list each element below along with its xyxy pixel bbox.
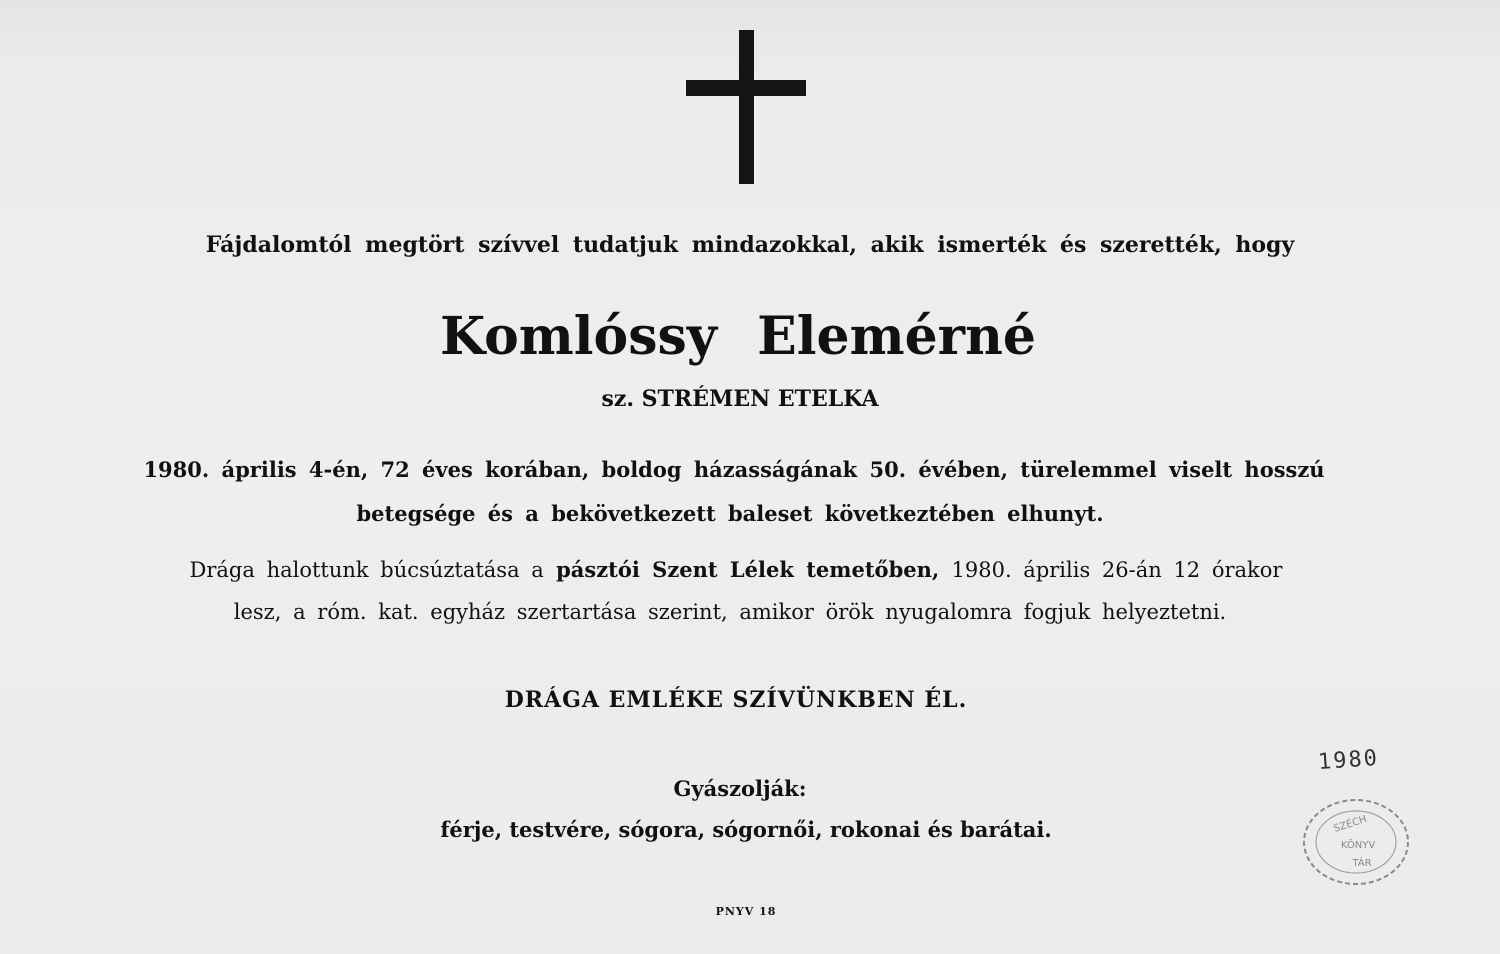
svg-text:KÖNYV: KÖNYV [1340, 840, 1376, 851]
funeral-intro: Drága halottunk búcsúztatása a [189, 558, 544, 582]
printer-mark: PNYV 18 [715, 905, 777, 918]
funeral-date: 1980. április 26-án 12 órakor [951, 558, 1283, 582]
memory-motto: DRÁGA EMLÉKE SZÍVÜNKBEN ÉL. [504, 687, 968, 713]
svg-text:TÁR: TÁR [1352, 858, 1372, 869]
maiden-name: sz. STRÉMEN ETELKA [601, 386, 879, 412]
deceased-name: Komlóssy Elemérné [440, 306, 1036, 367]
cross-icon-bar [686, 80, 806, 96]
mourners-list: férje, testvére, sógora, sógornői, rokonai és barátai. [440, 817, 1052, 842]
death-details-line-2: betegsége és a bekövetkezett baleset következtében elhunyt. [356, 501, 1104, 526]
library-stamp-icon [1300, 796, 1412, 888]
death-details-line-1: 1980. április 4-én, 72 éves korában, boldog házasságának 50. évében, türelemmel viselt hosszú [143, 457, 1325, 482]
mourners-label: Gyászolják: [673, 776, 807, 801]
funeral-place: pásztói Szent Lélek temetőben, [556, 557, 940, 582]
cross-icon [739, 30, 754, 184]
svg-text:SZÉCH: SZÉCH [1332, 813, 1369, 835]
archive-year-stamp: 1980 [1317, 745, 1380, 776]
funeral-details-line-2: lesz, a róm. kat. egyház szertartása szerint, amikor örök nyugalomra fogjuk helyeztetni. [233, 600, 1227, 624]
intro-text: Fájdalomtól megtört szívvel tudatjuk mindazokkal, akik ismerték és szerették, hogy [205, 232, 1295, 258]
funeral-details-line-1 [0, 557, 1486, 582]
